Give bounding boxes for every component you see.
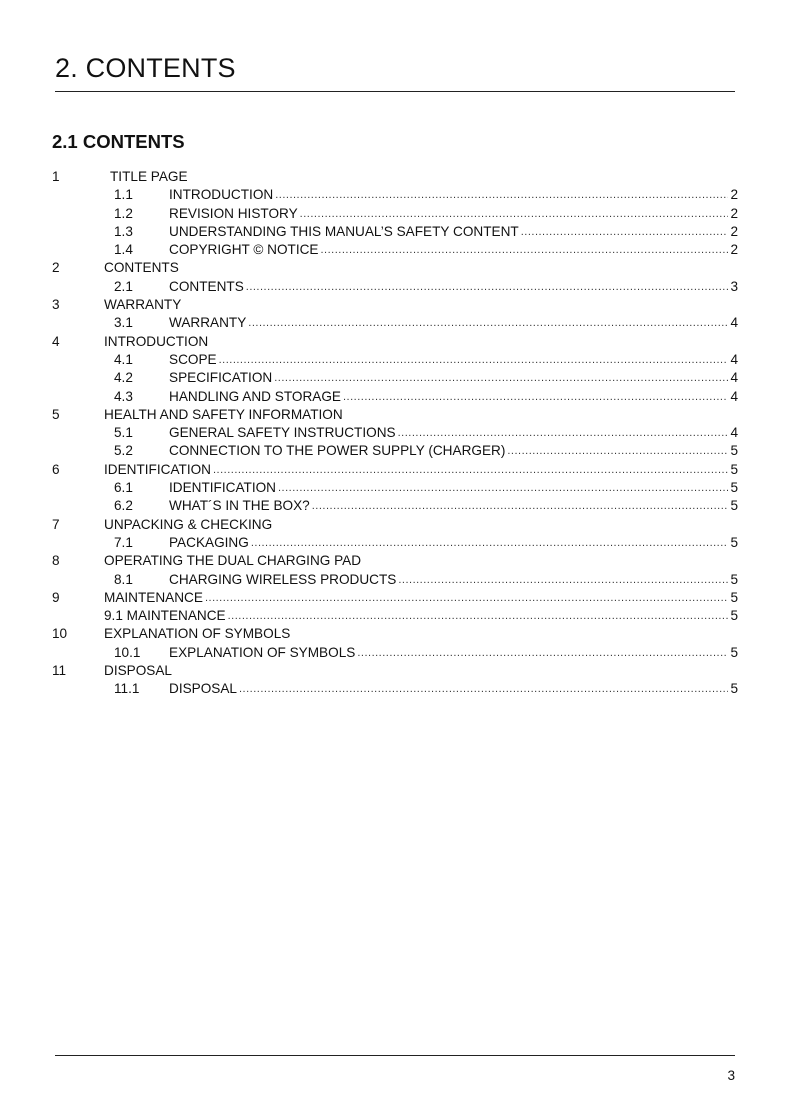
toc-page-number: 5: [730, 681, 738, 697]
toc-entry-title: DISPOSAL: [104, 663, 172, 679]
toc-subsection-row[interactable]: [52, 278, 738, 296]
dot-leader: [507, 442, 728, 460]
toc-subsection-entry: [169, 442, 738, 460]
toc-subsection-number: 10.1: [114, 644, 141, 660]
toc-subsection-number: 11.1: [114, 681, 140, 697]
toc-subsection-number: 6.1: [114, 480, 133, 496]
toc-subsection-row[interactable]: [52, 479, 738, 497]
toc-entry-title: WARRANTY: [104, 297, 182, 313]
toc-page-number: 5: [730, 644, 738, 660]
toc-chapter-number: 9: [52, 589, 60, 605]
toc-subsection-row[interactable]: [52, 351, 738, 369]
toc-page-number: 2: [730, 187, 738, 203]
toc-page-number: 5: [730, 534, 738, 550]
toc-entry-title: HEALTH AND SAFETY INFORMATION: [104, 406, 343, 422]
toc-chapter-number: 2: [52, 260, 60, 276]
toc-entry-title: UNPACKING & CHECKING: [104, 516, 273, 532]
toc-entry-title: CONNECTION TO THE POWER SUPPLY (CHARGER): [169, 443, 506, 459]
toc-chapter-number: 7: [52, 516, 60, 532]
toc-subsection-entry: [169, 241, 738, 259]
dot-leader: [239, 680, 728, 698]
toc-page-number: 2: [730, 242, 738, 258]
toc-subsection-number: 2.1: [114, 278, 133, 294]
toc-subsection-row[interactable]: [52, 205, 738, 223]
toc-subsection-row[interactable]: [52, 497, 738, 515]
toc-subsection-entry: [169, 205, 738, 223]
toc-page-number: 4: [730, 388, 738, 404]
toc-chapter-row[interactable]: [52, 259, 738, 277]
toc-subsection-entry: [169, 351, 738, 369]
toc-entry-title: INTRODUCTION: [169, 187, 274, 203]
dot-leader: [274, 369, 728, 387]
toc-entry-title: PACKAGING: [169, 534, 249, 550]
toc-entry-title: CHARGING WIRELESS PRODUCTS: [169, 571, 397, 587]
toc-entry-title: EXPLANATION OF SYMBOLS: [104, 626, 291, 642]
toc-entry-title: SPECIFICATION: [169, 370, 273, 386]
toc-page-number: 5: [730, 480, 738, 496]
toc-page-number: 5: [730, 461, 738, 477]
toc-chapter-number: 6: [52, 461, 60, 477]
toc-subsection-number: 7.1: [114, 534, 133, 550]
toc-subsection-entry: [169, 388, 738, 406]
toc-entry-title: WARRANTY: [169, 315, 247, 331]
toc-chapter-title: [110, 168, 738, 186]
toc-page-number: 2: [730, 205, 738, 221]
toc-chapter-number: 10: [52, 626, 68, 642]
toc-chapter-title: [104, 259, 738, 277]
toc-page-number: 5: [730, 589, 738, 605]
toc-subsection-entry: [169, 223, 738, 241]
toc-entry-title: OPERATING THE DUAL CHARGING PAD: [104, 553, 362, 569]
toc-subsection-row[interactable]: [52, 186, 738, 204]
toc-entry-title: CONTENTS: [104, 260, 179, 276]
toc-page-number: 5: [730, 571, 738, 587]
dot-leader: [357, 644, 728, 662]
toc-subsection-number: 5.1: [114, 425, 133, 441]
toc-chapter-title: [104, 406, 738, 424]
toc-page-number: 4: [730, 425, 738, 441]
toc-subsection-number: 6.2: [114, 498, 133, 514]
toc-subsection-row[interactable]: [52, 223, 738, 241]
toc-chapter-row[interactable]: [52, 168, 738, 186]
toc-subsection-entry: [169, 479, 738, 497]
toc-subsection-entry: [169, 186, 738, 204]
dot-leader: [343, 388, 728, 406]
dot-leader: [321, 241, 729, 259]
toc-entry-title: REVISION HISTORY: [169, 205, 298, 221]
toc-chapter-row[interactable]: [52, 333, 738, 351]
toc-subsection-row[interactable]: [52, 369, 738, 387]
dot-leader: [521, 223, 729, 241]
toc-subsection-number: 1.2: [114, 205, 133, 221]
dot-leader: [278, 479, 728, 497]
toc-page-number: 4: [730, 351, 738, 367]
toc-chapter-row[interactable]: [52, 662, 738, 680]
footer-divider: [55, 1055, 735, 1056]
toc-subsection-row[interactable]: [52, 388, 738, 406]
toc-subsection-row[interactable]: [52, 442, 738, 460]
toc-entry-title: 9.1 MAINTENANCE: [104, 608, 226, 624]
toc-chapter-row[interactable]: [52, 516, 738, 534]
toc-page-number: 5: [730, 608, 738, 624]
dot-leader: [219, 351, 729, 369]
dot-leader: [246, 278, 729, 296]
toc-entry-title: GENERAL SAFETY INSTRUCTIONS: [169, 425, 396, 441]
toc-subsection-row[interactable]: [52, 241, 738, 259]
toc-subsection-row[interactable]: [52, 424, 738, 442]
toc-entry-title: EXPLANATION OF SYMBOLS: [169, 644, 356, 660]
toc-entry-title: UNDERSTANDING THIS MANUAL’S SAFETY CONTENT: [169, 223, 519, 239]
toc-chapter-title: [104, 516, 738, 534]
toc-chapter-number: 4: [52, 333, 60, 349]
toc-subsection-number: 1.1: [114, 187, 133, 203]
toc-page-number: 4: [730, 315, 738, 331]
toc-subsection-entry: [169, 424, 738, 442]
toc-subsection-entry: [169, 369, 738, 387]
toc-entry-title: HANDLING AND STORAGE: [169, 388, 341, 404]
dot-leader: [213, 461, 728, 479]
toc-chapter-row[interactable]: [52, 296, 738, 314]
toc-chapter-row[interactable]: [52, 461, 738, 479]
toc-subsection-row[interactable]: [52, 534, 738, 552]
toc-subsection-number: 5.2: [114, 443, 133, 459]
toc-subsection-number: 8.1: [114, 571, 133, 587]
toc-entry-title: MAINTENANCE: [104, 589, 203, 605]
toc-entry-title: INTRODUCTION: [104, 333, 209, 349]
toc-chapter-title: [104, 296, 738, 314]
toc-subsection-entry: [169, 314, 738, 332]
toc-page-number: 5: [730, 498, 738, 514]
toc-entry-title: IDENTIFICATION: [104, 461, 211, 477]
toc-entry-title: TITLE PAGE: [110, 169, 188, 184]
toc-subsection-number: 4.1: [114, 351, 133, 367]
toc-chapter-title: [104, 662, 738, 680]
toc-subsection-row[interactable]: [52, 680, 738, 698]
toc-subsection-row[interactable]: [52, 644, 738, 662]
dot-leader: [205, 589, 728, 607]
toc-subsection-number: 1.3: [114, 223, 133, 239]
dot-leader: [248, 314, 728, 332]
toc-subsection-entry: [169, 534, 738, 552]
toc-page-number: 2: [730, 223, 738, 239]
toc-subsection-entry: [169, 497, 738, 515]
header-divider: [55, 91, 735, 92]
toc-entry-title: IDENTIFICATION: [169, 480, 276, 496]
toc-chapter-number: 3: [52, 297, 60, 313]
toc-page-number: 5: [730, 443, 738, 459]
table-of-contents: [52, 168, 738, 699]
toc-subsection-row[interactable]: [52, 571, 738, 589]
footer-page-number: 3: [727, 1068, 735, 1083]
dot-leader: [300, 205, 729, 223]
toc-chapter-title: [104, 589, 738, 607]
dot-leader: [312, 497, 729, 515]
toc-page-number: 4: [730, 370, 738, 386]
toc-page-number: 3: [730, 278, 738, 294]
toc-chapter-number: 5: [52, 406, 60, 422]
toc-subsection-number: 4.2: [114, 370, 133, 386]
toc-chapter-row[interactable]: [52, 406, 738, 424]
toc-chapter-row[interactable]: [52, 552, 738, 570]
toc-entry-title: WHAT´S IN THE BOX?: [169, 498, 310, 514]
dot-leader: [398, 424, 729, 442]
toc-subsection-entry: [104, 607, 738, 625]
toc-subsection-entry: [169, 278, 738, 296]
toc-chapter-row[interactable]: [52, 625, 738, 643]
dot-leader: [228, 607, 729, 625]
toc-entry-title: SCOPE: [169, 351, 217, 367]
toc-chapter-title: [104, 552, 738, 570]
section-heading: 2.1 CONTENTS: [52, 131, 185, 152]
page-title: 2. CONTENTS: [55, 53, 236, 83]
toc-subsection-row[interactable]: [52, 607, 738, 625]
toc-subsection-entry: [169, 571, 738, 589]
toc-subsection-number: 3.1: [114, 315, 133, 331]
toc-subsection-number: 4.3: [114, 388, 133, 404]
toc-subsection-number: 1.4: [114, 242, 133, 258]
toc-chapter-number: 8: [52, 553, 60, 569]
toc-chapter-title: [104, 461, 738, 479]
toc-entry-title: CONTENTS: [169, 278, 244, 294]
dot-leader: [275, 186, 728, 204]
toc-chapter-number: 11: [52, 663, 67, 679]
dot-leader: [398, 571, 728, 589]
toc-subsection-entry: [169, 680, 738, 698]
toc-chapter-number: 1: [52, 169, 60, 184]
dot-leader: [251, 534, 729, 552]
toc-subsection-entry: [169, 644, 738, 662]
toc-chapter-title: [104, 333, 738, 351]
toc-subsection-row[interactable]: [52, 314, 738, 332]
toc-entry-title: DISPOSAL: [169, 681, 237, 697]
toc-entry-title: COPYRIGHT © NOTICE: [169, 242, 319, 258]
toc-chapter-row[interactable]: [52, 589, 738, 607]
toc-chapter-title: [104, 625, 738, 643]
